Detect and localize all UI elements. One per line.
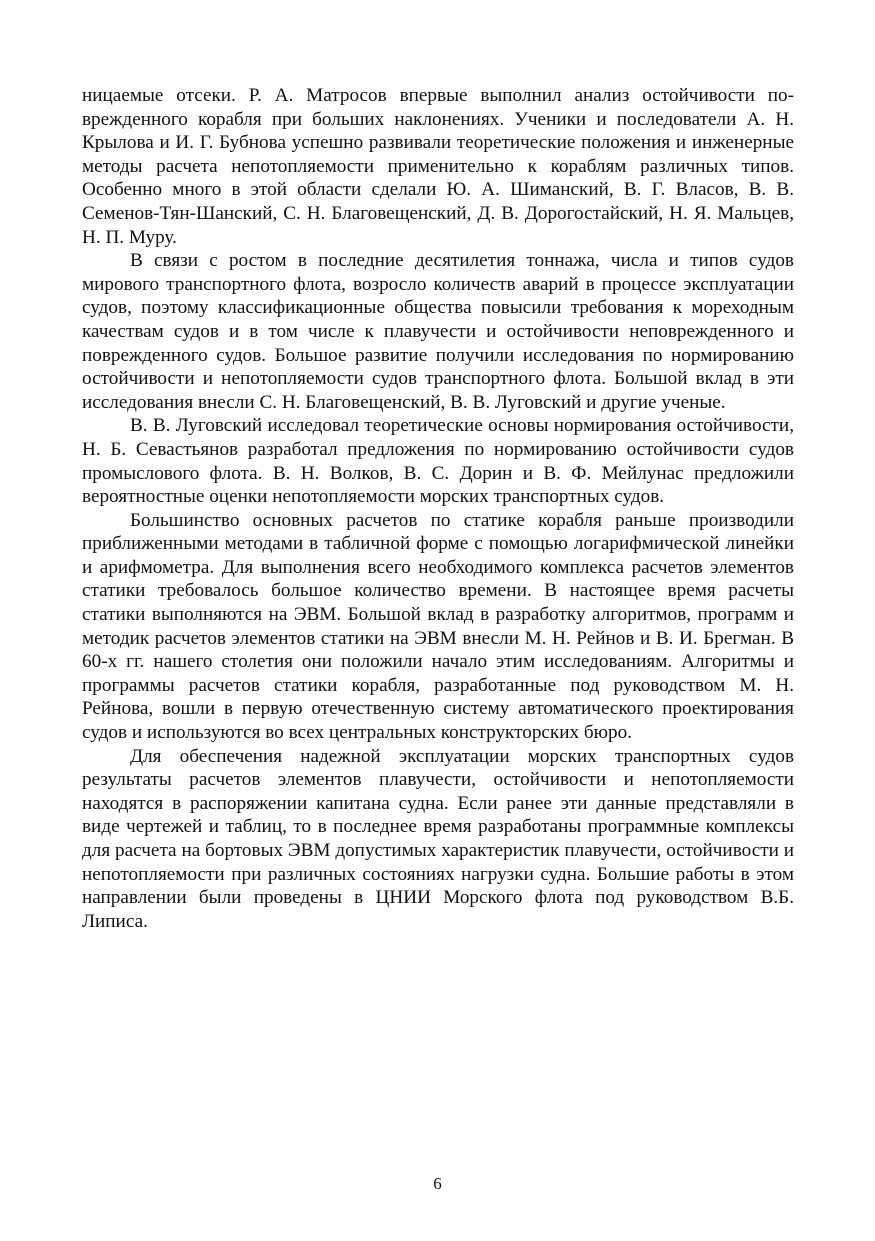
- page-number: 6: [433, 1174, 442, 1193]
- paragraph-2: В связи с ростом в последние десятилетия тоннажа, числа и типов судов мирового транспортного флота, возросло количеств аварий в процессе эксплуатации судов, поэтому классификационные общества повысили требования к мореходным качествам судов и в том числе к плавучести и остойчивости неповрежденного и поврежденного судов. Большое развитие получили исследования по нормированию остойчивости и непотопляемости судов транспортного флота. Большой вклад в эти исследования внесли С. Н. Благовещенский, В. В. Луговский и другие ученые.: [82, 250, 794, 413]
- page-body: [82, 84, 794, 933]
- paragraph-1: ницаемые отсеки. Р. А. Матросов впервые выполнил анализ остойчивости поврежденного корабля при больших наклонениях. Ученики и последователи А. Н. Крылова и И. Г. Бубнова успешно развивали теоретические положения и инженерные методы расчета непотопляемости применительно к кораблям различных типов. Особенно много в этой области сделали Ю. А. Шиманский, В. Г. Власов, В. В. Семенов-Тян-Шанский, С. Н. Благовещенский, Д. В. Дорогостайский, Н. Я. Мальцев, Н. П. Муру.: [82, 85, 794, 248]
- paragraph-5: Для обеспечения надежной эксплуатации морских транспортных судов результаты расчетов элементов плавучести, остойчивости и непотопляемости находятся в распоряжении капитана судна. Если ранее эти данные представляли в виде чертежей и таблиц, то в последнее время разработаны программные комплексы для расчета на бортовых ЭВМ допустимых характеристик плавучести, остойчивости и непотопляемости при различных состояниях нагрузки судна. Большие работы в этом направлении были проведены в ЦНИИ Морского флота под руководством В.Б. Липиса.: [82, 745, 794, 932]
- paragraph-3: В. В. Луговский исследовал теоретические основы нормирования остойчивости, Н. Б. Севастьянов разработал предложения по нормированию остойчивости судов промыслового флота. В. Н. Волков, В. С. Дорин и В. Ф. Мейлунас предложили вероятностные оценки непотопляемости морских транспортных судов.: [82, 415, 794, 508]
- paragraph-4: Большинство основных расчетов по статике корабля раньше производили приближенными методами в табличной форме с помощью логарифмической линейки и арифмометра. Для выполнения всего необходимого комплекса расчетов элементов статики требовалось большое количество времени. В настоящее время расчеты статики выполняются на ЭВМ. Большой вклад в разработку алгоритмов, программ и методик расчетов элементов статики на ЭВМ внесли М. Н. Рейнов и В. И. Брегман. В 60-х гг. нашего столетия они положили начало этим исследованиям. Алгоритмы и программы расчетов статики корабля, разработанные под руководством М. Н. Рейнова, вошли в первую отечественную систему автоматического проектирования судов и используются во всех центральных конструкторских бюро.: [82, 509, 794, 744]
